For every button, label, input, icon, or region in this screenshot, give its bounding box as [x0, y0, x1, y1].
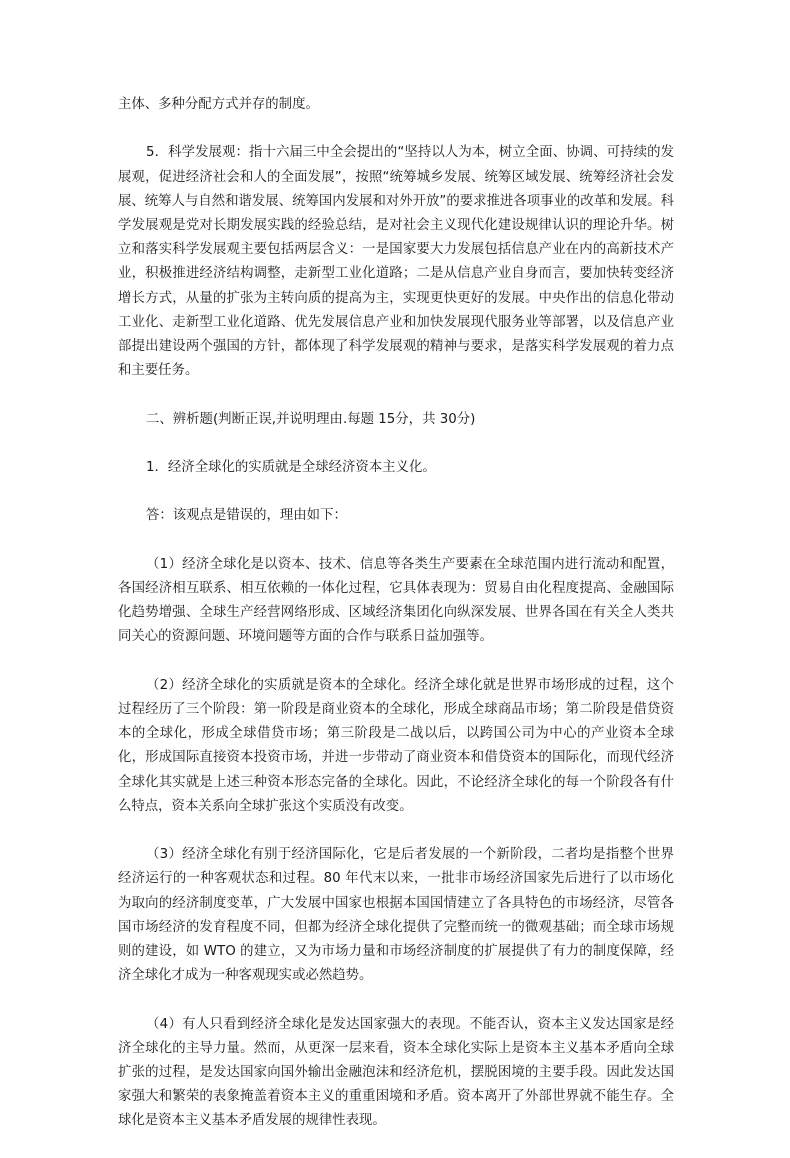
answer-point-3: （3）经济全球化有别于经济国际化，它是后者发展的一个新阶段，二者均是指整个世界经济运行的一种客观状态和过程。80 年代末以来，一批非市场经济国家先后进行了以市场化为取向的经济制度变革，广大发展中国家也根据本国国情建立了各具特色的市场经济，尽管各国市场经济的发育程度不同，但都为经济全球化提供了完整而统一的微观基础；而全球市场规则的建设，如 WTO 的建立，又为市场力量和市场经济制度的扩展提供了有力的制度保障，经济全球化才成为一种客观现实或必然趋势。	[118, 847, 674, 984]
paragraph-continuation: 主体、多种分配方式并存的制度。	[118, 97, 319, 112]
answer-intro: 答：该观点是错误的，理由如下：	[146, 508, 347, 524]
document-page	[118, 93, 674, 1158]
question-1: 1．经济全球化的实质就是全球经济资本主义化。	[146, 460, 436, 475]
answer-point-2: （2）经济全球化的实质就是资本的全球化。经济全球化就是世界市场形成的过程，这个过程经历了三个阶段：第一阶段是商业资本的全球化，形成全球商品市场；第二阶段是借贷资本的全球化，形成全球借贷市场；第三阶段是二战以后，以跨国公司为中心的产业资本全球化，形成国际直接资本投资市场，并进一步带动了商业资本和借贷资本的国际化，而现代经济全球化其实就是上述三种资本形态完备的全球化。因此，不论经济全球化的每一个阶段各有什么特点，资本关系向全球扩张这个实质没有改变。	[118, 677, 674, 814]
paragraph-scientific-development: 5．科学发展观：指十六届三中全会提出的“坚持以人为本，树立全面、协调、可持续的发展观，促进经济社会和人的全面发展”，按照“统筹城乡发展、统筹区域发展、统筹经济社会发展、统筹人与自然和谐发展、统筹国内发展和对外开放”的要求推进各项事业的改革和发展。科学发展观是党对长期发展实践的经验总结，是对社会主义现代化建设规律认识的理论升华。树立和落实科学发展观主要包括两层含义：一是国家要大力发展包括信息产业在内的高新技术产业，积极推进经济结构调整，走新型工业化道路；二是从信息产业自身而言，要加快转变经济增长方式，从量的扩张为主转向质的提高为主，实现更快更好的发展。中央作出的信息化带动工业化、走新型工业化道路、优先发展信息产业和加快发展现代服务业等部署，以及信息产业部提出建设两个强国的方针，都体现了科学发展观的精神与要求，是落实科学发展观的着力点和主要任务。	[118, 145, 674, 379]
section-heading-analysis-questions: 二、辨析题(判断正误,并说明理由.每题 15分，共 30分)	[146, 411, 476, 427]
answer-point-1: （1）经济全球化是以资本、技术、信息等各类生产要素在全球范围内进行流动和配置，各国经济相互联系、相互依赖的一体化过程，它具体表现为：贸易自由化程度提高、金融国际化趋势增强、全球生产经营网络形成、区域经济集团化向纵深发展、世界各国在有关全人类共同关心的资源问题、环境问题等方面的合作与联系日益加强等。	[118, 556, 674, 645]
answer-point-4: （4）有人只看到经济全球化是发达国家强大的表现。不能否认，资本主义发达国家是经济全球化的主导力量。然而，从更深一层来看，资本全球化实际上是资本主义基本矛盾向全球扩张的过程，是发达国家向国外输出金融泡沫和经济危机，摆脱困境的主要手段。因此发达国家强大和繁荣的表象掩盖着资本主义的重重困境和矛盾。资本离开了外部世界就不能生存。全球化是资本主义基本矛盾发展的规律性表现。	[118, 1016, 674, 1129]
